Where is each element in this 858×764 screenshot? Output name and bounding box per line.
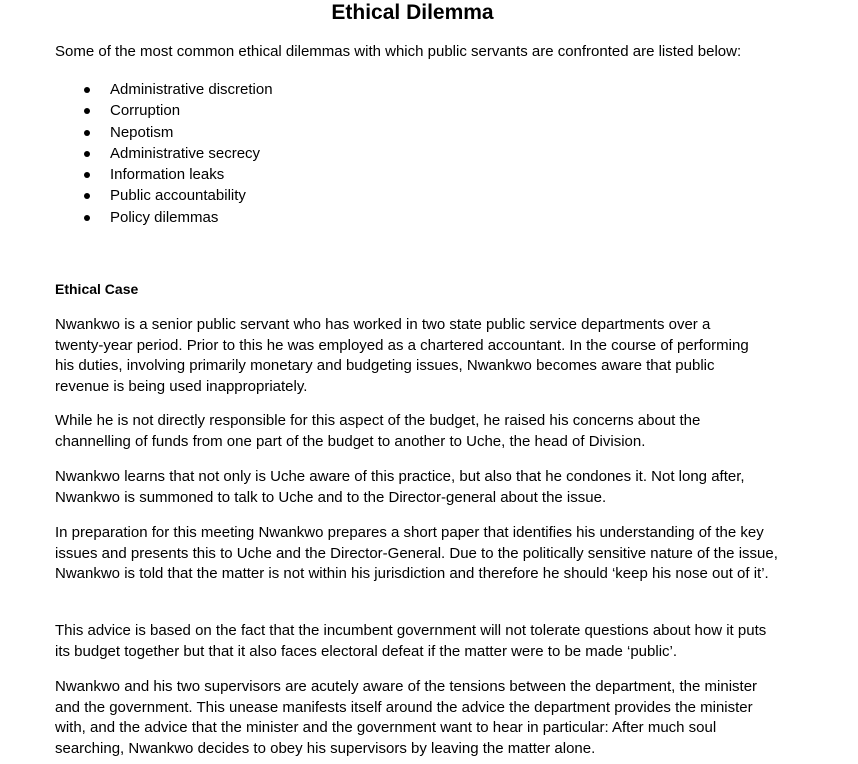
case-paragraph: Nwankwo learns that not only is Uche aware of this practice, but also that he condones it. Not long after, Nwankwo is summoned to talk to Uche and to the Director-general about the issue. [55,468,745,506]
list-item-label: Information leaks [110,166,225,184]
case-paragraph: Nwankwo is a senior public servant who has worked in two state public service departments over a twenty-year period. Prior to this he was employed as a chartered accountant. In the course of performing his duties, involving primarily monetary and budgeting issues, Nwankwo becomes aware that public revenue is being used inappropriately. [55,316,749,395]
list-item [55,122,273,143]
dilemma-list [55,79,273,228]
list-item [55,164,273,185]
list-item [55,79,273,100]
list-item-label: Policy dilemmas [110,208,219,226]
bullet-icon [84,87,90,93]
list-item [55,207,273,228]
list-item [55,100,273,121]
case-paragraph: While he is not directly responsible for this aspect of the budget, he raised his concerns about the channelling of funds from one part of the budget to another to Uche, the head of Division. [55,412,701,450]
intro-paragraph: Some of the most common ethical dilemmas with which public servants are confronted are listed below: [55,43,742,60]
case-paragraph: This advice is based on the fact that the incumbent government will not tolerate questions about how it puts its budget together but that it also faces electoral defeat if the matter were to be made ‘public’. [55,622,767,660]
list-item-label: Corruption [110,102,181,120]
page-title: Ethical Dilemma [331,1,494,24]
case-paragraph: In preparation for this meeting Nwankwo prepares a short paper that identifies his understanding of the key issues and presents this to Uche and the Director-General. Due to the politically sensitive nature of the issue, Nwankwo is told that the matter is not within his jurisdiction and therefore he should ‘keep his nose out of it’. [55,524,778,582]
bullet-icon [84,193,90,199]
bullet-icon [84,172,90,178]
list-item [55,143,273,164]
list-item-label: Public accountability [110,187,246,205]
bullet-icon [84,130,90,136]
bullet-icon [84,215,90,221]
list-item [55,185,273,206]
list-item-label: Administrative secrecy [110,144,261,162]
bullet-icon [84,108,90,114]
case-heading: Ethical Case [55,281,139,297]
bullet-icon [84,151,90,157]
list-item-label: Nepotism [110,123,174,141]
case-paragraph: Nwankwo and his two supervisors are acutely aware of the tensions between the department, the minister and the government. This unease manifests itself around the advice the department provides the minister with, and the advice that the minister and the government want to hear in particular: After much soul searching, Nwankwo decides to obey his supervisors by leaving the matter alone. [55,678,758,757]
list-item-label: Administrative discretion [110,81,273,98]
